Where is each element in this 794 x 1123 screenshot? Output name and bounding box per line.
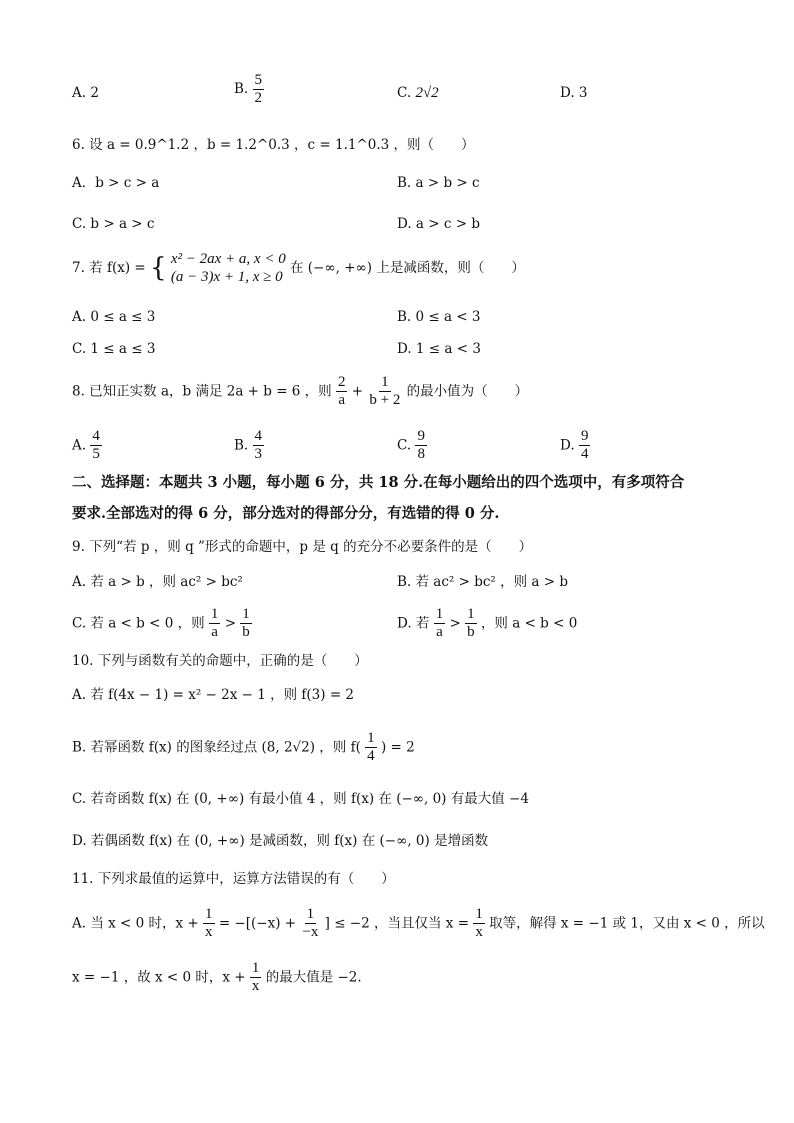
q11-option-a-line2: x = −1 ，故 x < 0 时，x + $\frac{1}{x}$ 的最大值是 −2. — [72, 960, 362, 994]
q7-option-a: A. 0 ≤ a ≤ 3 — [72, 309, 156, 325]
q10-option-a: A. 若 f(4x − 1) = x² − 2x − 1 ，则 f(3) = 2 — [72, 687, 355, 703]
q8-option-c: C. $\frac{9}{8}$ — [397, 428, 425, 462]
q8-option-d: D. $\frac{9}{4}$ — [560, 428, 589, 462]
fraction: $\frac{1}{b}$ — [467, 606, 475, 640]
fraction: $\frac{1}{x}$ — [205, 906, 213, 940]
q11-option-a-line1: A. 当 x < 0 时，x + $\frac{1}{x}$ = −[(−x) + $\frac{1}{-x}$ ] ≤ −2 ，当且仅当 x = $\frac{1}{x}$ 取等，解得 x = −1 或 1，又由 x < 0 ，所以 — [72, 906, 765, 940]
brace: { — [150, 253, 167, 283]
fraction: $\frac{4}{5}$ — [92, 428, 100, 462]
q11-stem: 11. 下列求最值的运算中，运算方法错误的有（ ） — [72, 871, 395, 887]
fraction: $\frac{4}{3}$ — [254, 428, 263, 462]
q10-option-b: B. 若幂函数 f(x) 的图象经过点 (8, 2√2) ，则 f( $\frac{1}{4}$ ) = 2 — [72, 730, 415, 764]
q9-stem: 9. 下列“若 p ，则 q ”形式的命题中，p 是 q 的充分不必要条件的是（ ） — [72, 539, 533, 555]
q5-option-a: A. 2 — [72, 85, 99, 101]
q8-option-b: B. $\frac{4}{3}$ — [234, 428, 263, 462]
q9-option-a: A. 若 a > b ，则 ac² > bc² — [72, 574, 243, 590]
q5-option-d: D. 3 — [560, 85, 588, 101]
q6-option-c: C. b > a > c — [72, 216, 155, 232]
q7-option-d: D. 1 ≤ a < 3 — [397, 341, 481, 357]
fraction: $\frac{1}{b + 2}$ — [369, 374, 401, 408]
q8-option-a: A. $\frac{4}{5}$ — [72, 428, 100, 462]
fraction: $\frac{1}{b}$ — [242, 606, 250, 640]
q9-option-d: D. 若 $\frac{1}{a}$ > $\frac{1}{b}$ ，则 a < b < 0 — [397, 606, 578, 640]
q7-stem: 7. 若 f(x) = { x² − 2ax + a, x < 0 (a − 3)x + 1, x ≥ 0 在 (−∞, +∞) 上是减函数，则（ ） — [72, 251, 525, 285]
q6-stem: 6. 设 a = 0.9^1.2 ，b = 1.2^0.3 ，c = 1.1^0.3 ，则（ ） — [72, 137, 475, 153]
q5-option-b: B. $\frac{5}{2}$ — [234, 72, 263, 106]
q6-option-b: B. a > b > c — [397, 175, 480, 191]
fraction: $\frac{1}{a}$ — [210, 606, 219, 640]
fraction: $\frac{1}{-x}$ — [302, 906, 319, 940]
fraction: $\frac{1}{a}$ — [435, 606, 444, 640]
fraction: $\frac{1}{4}$ — [367, 730, 375, 764]
q7-option-c: C. 1 ≤ a ≤ 3 — [72, 341, 156, 357]
q10-option-c: C. 若奇函数 f(x) 在 (0, +∞) 有最小值 4 ，则 f(x) 在 (−∞, 0) 有最大值 −4 — [72, 791, 529, 807]
section2-heading-line1: 二、选择题：本题共 3 小题，每小题 6 分，共 18 分.在每小题给出的四个选项中，有多项符合 — [72, 474, 685, 491]
fraction: $\frac{9}{4}$ — [580, 428, 589, 462]
fraction: $\frac{9}{8}$ — [417, 428, 425, 462]
fraction: $\frac{2}{a}$ — [337, 374, 346, 408]
q10-option-d: D. 若偶函数 f(x) 在 (0, +∞) 是减函数，则 f(x) 在 (−∞, 0) 是增函数 — [72, 833, 489, 849]
q10-stem: 10. 下列与函数有关的命题中，正确的是（ ） — [72, 653, 368, 669]
fraction: $\frac{1}{x}$ — [251, 960, 260, 994]
q9-option-b: B. 若 ac² > bc² ，则 a > b — [397, 574, 568, 590]
q5-option-c: C. 2√2 — [397, 85, 439, 101]
q6-option-a: A．b > c > a — [72, 175, 160, 191]
q8-stem: 8. 已知正实数 a，b 满足 2a + b = 6 ，则 $\frac{2}{a}$ + $\frac{1}{b + 2}$ 的最小值为（ ） — [72, 374, 529, 408]
section2-heading-line2: 要求.全部选对的得 6 分，部分选对的得部分分，有选错的得 0 分. — [72, 505, 500, 522]
q7-option-b: B. 0 ≤ a < 3 — [397, 309, 481, 325]
q9-option-c: C. 若 a < b < 0 ，则 $\frac{1}{a}$ > $\frac{1}{b}$ — [72, 606, 250, 640]
fraction: $\frac{1}{x}$ — [475, 906, 483, 940]
piecewise-cases: x² − 2ax + a, x < 0 (a − 3)x + 1, x ≥ 0 — [170, 251, 286, 285]
fraction: $\frac{5}{2}$ — [254, 72, 263, 106]
q6-option-d: D. a > c > b — [397, 216, 480, 232]
